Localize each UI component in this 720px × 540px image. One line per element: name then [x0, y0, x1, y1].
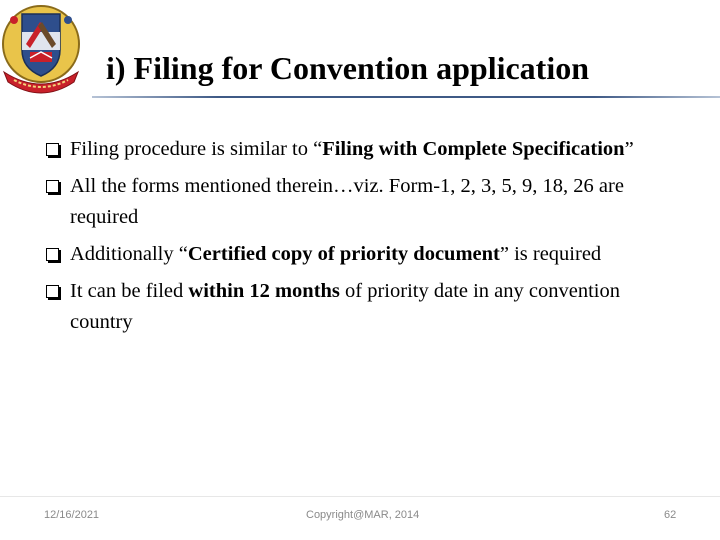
bullet-list [46, 134, 686, 344]
bullet-text-segment: Additionally “ [70, 243, 188, 265]
checkbox-square-icon [46, 143, 59, 156]
bullet-text-segment: of priority date in any convention country [70, 280, 620, 333]
university-crest-icon [0, 0, 82, 98]
bullet-text [70, 175, 624, 228]
bullet-item [46, 276, 686, 338]
title-underline [92, 96, 720, 98]
footer-divider [0, 496, 720, 497]
bullet-text [70, 243, 601, 265]
bullet-text [70, 280, 620, 333]
bullet-text-segment: All the forms mentioned therein…viz. Form-1, 2, 3, 5, 9, 18, 26 are required [70, 175, 624, 228]
bullet-item [46, 239, 686, 270]
bullet-text-bold: within 12 months [188, 280, 340, 302]
checkbox-square-icon [46, 180, 59, 193]
footer-copyright: Copyright@MAR, 2014 [306, 509, 420, 521]
bullet-item [46, 134, 686, 165]
bullet-text-segment: ” is required [499, 243, 602, 265]
checkbox-square-icon [46, 285, 59, 298]
bullet-text-bold: Filing with Complete Specification [322, 138, 625, 160]
bullet-text [70, 138, 634, 160]
bullet-text-segment: Filing procedure is similar to “ [70, 138, 323, 160]
footer-page-number: 62 [664, 509, 677, 521]
footer-date: 12/16/2021 [44, 509, 100, 521]
checkbox-square-icon [46, 248, 59, 261]
bullet-text-segment: It can be filed [70, 280, 189, 302]
bullet-text-bold: Certified copy of priority document [187, 243, 500, 265]
slide-title: i) Filing for Convention application [106, 50, 590, 86]
bullet-text-segment: ” [624, 138, 634, 160]
bullet-item [46, 171, 686, 233]
